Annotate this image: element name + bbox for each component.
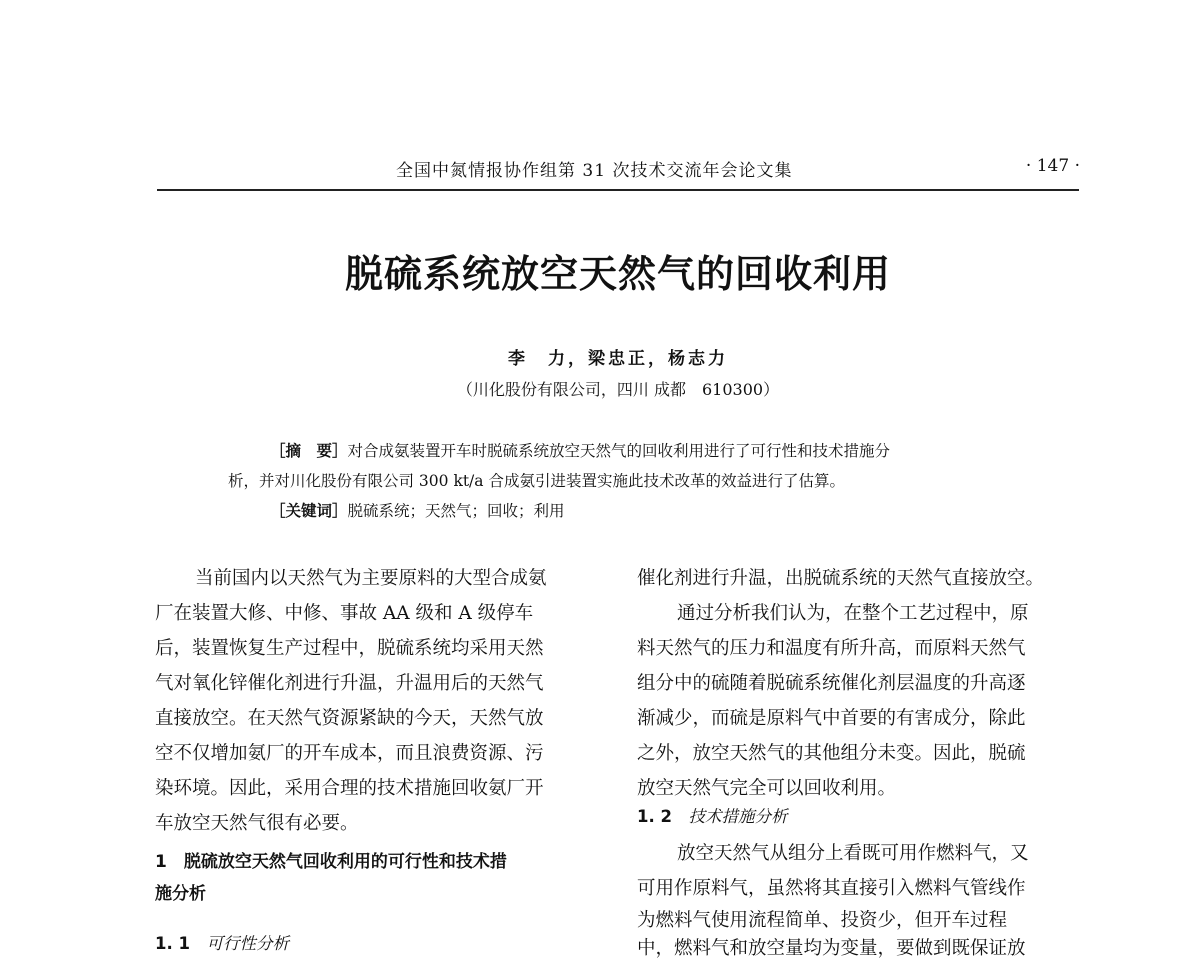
subsection-1-1-title: 可行性分析 — [206, 934, 289, 953]
section-1-heading-line-2: 施分析 — [155, 884, 206, 904]
left-line-8: 车放空天然气很有必要。 — [155, 813, 359, 834]
paper-title: 脱硫系统放空天然气的回收利用 — [344, 251, 891, 296]
right-line-7: 放空天然气完全可以回收利用。 — [637, 778, 897, 799]
left-line-3: 后，装置恢复生产过程中，脱硫系统均采用天然 — [155, 638, 544, 659]
header-rule — [157, 189, 1079, 191]
authors: 李 力，梁忠正，杨志力 — [508, 349, 728, 369]
left-line-4: 气对氧化锌催化剂进行升温，升温用后的天然气 — [155, 673, 544, 694]
page-number: · 147 · — [1025, 156, 1080, 176]
left-line-5: 直接放空。在天然气资源紧缺的今天，天然气放 — [155, 708, 544, 729]
left-line-2: 厂在装置大修、中修、事故 AA 级和 A 级停车 — [155, 603, 534, 624]
abstract-line-2: 析，并对川化股份有限公司 300 kt/a 合成氨引进装置实施此技术改革的效益进行了估算。 — [228, 472, 845, 490]
right-line-8: 放空天然气从组分上看既可用作燃料气，又 — [677, 843, 1029, 864]
subsection-1-1-heading — [155, 931, 289, 957]
running-header-title: 全国中氮情报协作组第 31 次技术交流年会论文集 — [396, 161, 793, 181]
subsection-1-2-number: 1. 2 — [637, 807, 672, 826]
right-line-2: 通过分析我们认为，在整个工艺过程中，原 — [677, 603, 1029, 624]
left-line-7: 染环境。因此，采用合理的技术措施回收氨厂开 — [155, 778, 544, 799]
keywords-line — [270, 501, 565, 521]
right-line-4: 组分中的硫随着脱硫系统催化剂层温度的升高逐 — [637, 673, 1026, 694]
right-line-6: 之外，放空天然气的其他组分未变。因此，脱硫 — [637, 743, 1026, 764]
subsection-1-2-title: 技术措施分析 — [688, 807, 788, 826]
abstract-label: ［摘 要］ — [270, 442, 348, 460]
subsection-1-2-heading — [637, 804, 787, 830]
right-line-5: 渐减少，而硫是原料气中首要的有害成分，除此 — [637, 708, 1026, 729]
subsection-1-1-number: 1. 1 — [155, 934, 190, 953]
abstract-text-1: 对合成氨装置开车时脱硫系统放空天然气的回收利用进行了可行性和技术措施分 — [347, 442, 891, 460]
right-line-1: 催化剂进行升温，出脱硫系统的天然气直接放空。 — [637, 568, 1045, 589]
left-line-1: 当前国内以天然气为主要原料的大型合成氨 — [195, 568, 547, 589]
abstract-line-1 — [270, 441, 890, 461]
affiliation: （川化股份有限公司，四川 成都 610300） — [456, 380, 780, 399]
right-line-3: 料天然气的压力和温度有所升高，而原料天然气 — [637, 638, 1026, 659]
section-1-heading-line-1: 1 脱硫放空天然气回收利用的可行性和技术措 — [155, 852, 507, 872]
right-line-10: 为燃料气使用流程简单、投资少，但开车过程 — [637, 910, 1008, 931]
keywords-label: ［关键词］ — [270, 502, 348, 520]
left-line-6: 空不仅增加氨厂的开车成本，而且浪费资源、污 — [155, 743, 544, 764]
keywords-text: 脱硫系统；天然气；回收；利用 — [347, 502, 565, 520]
right-line-9: 可用作原料气，虽然将其直接引入燃料气管线作 — [637, 878, 1026, 899]
right-line-11: 中，燃料气和放空量均为变量，要做到既保证放 — [637, 938, 1026, 959]
